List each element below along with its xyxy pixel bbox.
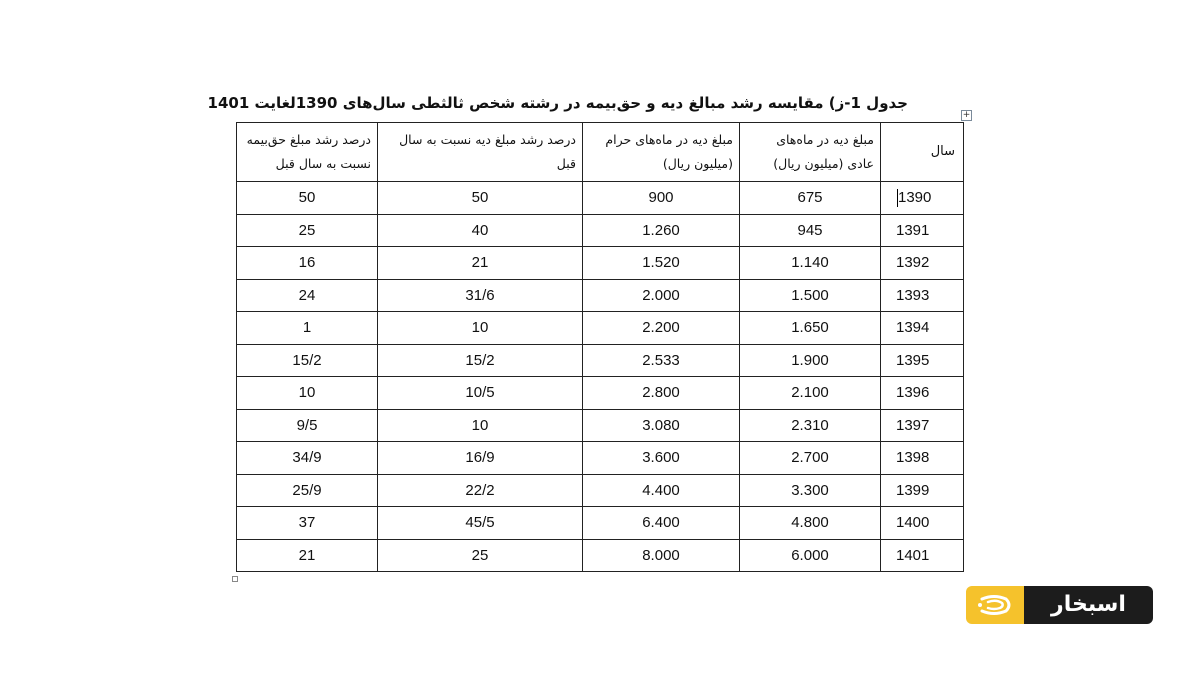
- diyeh-growth-cell: [378, 344, 583, 377]
- year-cell-text: 1391: [896, 221, 930, 239]
- premium-growth-cell: [237, 214, 378, 247]
- diyeh-haram-cell: [583, 279, 740, 312]
- premium-growth-cell: [237, 409, 378, 442]
- diyeh-normal-cell-text: 1.650: [791, 319, 829, 337]
- diyeh-haram-cell-text: 4.400: [642, 481, 680, 499]
- premium-growth-cell-text: 10: [298, 384, 316, 402]
- table-row: [237, 474, 964, 507]
- premium-growth-cell: [237, 344, 378, 377]
- diyeh-growth-cell: [378, 182, 583, 215]
- year-cell: [881, 182, 964, 215]
- diyeh-growth-cell: [378, 442, 583, 475]
- table-row: [237, 507, 964, 540]
- diyeh-growth-cell: [378, 474, 583, 507]
- year-cell-text: 1390: [898, 188, 932, 206]
- diyeh-haram-cell-text: 2.000: [642, 286, 680, 304]
- diyeh-haram-cell: [583, 442, 740, 475]
- year-cell: [881, 247, 964, 280]
- diyeh-growth-cell-text: 31/6: [465, 286, 495, 304]
- year-cell-text: 1400: [896, 514, 930, 532]
- diyeh-haram-cell: [583, 247, 740, 280]
- diyeh-haram-cell-text: 2.533: [642, 351, 680, 369]
- diyeh-growth-cell: [378, 279, 583, 312]
- diyeh-normal-cell-text: 1.900: [791, 351, 829, 369]
- diyeh-haram-cell-text: 3.600: [642, 449, 680, 467]
- logo-text: اسبخار: [1024, 586, 1153, 624]
- table-row: [237, 344, 964, 377]
- diyeh-haram-cell: [583, 344, 740, 377]
- table-header-row: [237, 123, 964, 182]
- diyeh-growth-cell-text: 45/5: [465, 514, 495, 532]
- year-cell-text: 1395: [896, 351, 930, 369]
- diyeh-haram-cell-text: 2.200: [642, 319, 680, 337]
- diyeh-haram-cell: [583, 182, 740, 215]
- diyeh-growth-cell: [378, 214, 583, 247]
- year-cell: [881, 442, 964, 475]
- diyeh-haram-cell: [583, 474, 740, 507]
- year-cell-text: 1392: [896, 254, 930, 272]
- table-row: [237, 442, 964, 475]
- table-row: [237, 312, 964, 345]
- diyeh-growth-cell-text: 15/2: [465, 351, 495, 369]
- diyeh-normal-cell: [740, 214, 881, 247]
- diyeh-haram-cell-text: 900: [648, 189, 674, 207]
- diyeh-normal-cell-text: 6.000: [791, 546, 829, 564]
- diyeh-normal-cell-text: 675: [797, 189, 823, 207]
- diyeh-growth-cell: [378, 409, 583, 442]
- year-cell: [881, 409, 964, 442]
- premium-growth-cell: [237, 247, 378, 280]
- diyeh-normal-cell-text: 1.140: [791, 254, 829, 272]
- diyeh-normal-cell: [740, 507, 881, 540]
- diyeh-growth-cell: [378, 312, 583, 345]
- diyeh-haram-cell: [583, 377, 740, 410]
- premium-growth-cell: [237, 182, 378, 215]
- premium-growth-cell-text: 24: [298, 286, 316, 304]
- diyeh-growth-cell-text: 50: [471, 189, 489, 207]
- site-logo: [966, 586, 1153, 624]
- premium-growth-cell: [237, 377, 378, 410]
- diyeh-growth-cell-text: 16/9: [465, 449, 495, 467]
- header-diyeh-normal: مبلغ دیه در ماه‌های عادی (میلیون ریال): [740, 123, 881, 182]
- diyeh-haram-cell: [583, 507, 740, 540]
- diyeh-growth-cell-text: 10: [471, 319, 489, 337]
- diyeh-normal-cell-text: 2.700: [791, 449, 829, 467]
- diyeh-growth-cell: [378, 247, 583, 280]
- diyeh-haram-cell-text: 1.260: [642, 221, 680, 239]
- year-cell: [881, 279, 964, 312]
- diyeh-haram-cell-text: 3.080: [642, 416, 680, 434]
- table-row: [237, 214, 964, 247]
- diyeh-growth-cell-text: 22/2: [465, 481, 495, 499]
- premium-growth-cell: [237, 507, 378, 540]
- diyeh-normal-cell-text: 4.800: [791, 514, 829, 532]
- header-diyeh-growth: درصد رشد مبلغ دیه نسبت به سال قبل: [378, 123, 583, 182]
- premium-growth-cell-text: 16: [298, 254, 316, 272]
- table-row: [237, 247, 964, 280]
- diyeh-normal-cell-text: 945: [797, 221, 823, 239]
- table-move-handle-icon[interactable]: +: [962, 110, 971, 120]
- diyeh-haram-cell-text: 2.800: [642, 384, 680, 402]
- premium-growth-cell-text: 25/9: [292, 481, 322, 499]
- table-row: [237, 182, 964, 215]
- premium-growth-cell-text: 37: [298, 514, 316, 532]
- table-resize-handle[interactable]: [232, 576, 238, 582]
- table-caption: جدول 1-ز) مقایسه رشد مبالغ دیه و حق‌بیمه در رشته شخص ثالثطی سال‌های 1390لغایت 1401: [207, 94, 908, 112]
- diyeh-normal-cell-text: 2.100: [791, 384, 829, 402]
- diyeh-normal-cell: [740, 279, 881, 312]
- premium-growth-cell: [237, 312, 378, 345]
- premium-growth-cell: [237, 279, 378, 312]
- table-row: [237, 539, 964, 572]
- premium-growth-cell: [237, 442, 378, 475]
- year-cell-text: 1393: [896, 286, 930, 304]
- diyeh-normal-cell: [740, 474, 881, 507]
- header-year: سال: [881, 123, 964, 182]
- year-cell: [881, 344, 964, 377]
- header-premium-growth: درصد رشد مبلغ حق‌بیمه نسبت به سال قبل: [237, 123, 378, 182]
- diyeh-growth-cell-text: 25: [471, 546, 489, 564]
- diyeh-haram-cell: [583, 214, 740, 247]
- year-cell: [881, 377, 964, 410]
- diyeh-normal-cell-text: 2.310: [791, 416, 829, 434]
- premium-growth-cell: [237, 474, 378, 507]
- year-cell-text: 1398: [896, 449, 930, 467]
- premium-growth-cell: [237, 539, 378, 572]
- premium-growth-cell-text: 15/2: [292, 351, 322, 369]
- diyeh-normal-cell: [740, 442, 881, 475]
- diyeh-normal-cell-text: 3.300: [791, 481, 829, 499]
- premium-growth-cell-text: 25: [298, 221, 316, 239]
- diyeh-normal-cell: [740, 344, 881, 377]
- year-cell: [881, 214, 964, 247]
- table-row: [237, 409, 964, 442]
- diyeh-haram-cell-text: 8.000: [642, 546, 680, 564]
- premium-growth-cell-text: 21: [298, 546, 316, 564]
- diyeh-normal-cell: [740, 409, 881, 442]
- diyeh-growth-cell: [378, 539, 583, 572]
- diyeh-haram-cell: [583, 312, 740, 345]
- diyeh-normal-cell: [740, 377, 881, 410]
- table-row: [237, 279, 964, 312]
- year-cell: [881, 474, 964, 507]
- diyeh-premium-table: [236, 122, 964, 572]
- diyeh-growth-cell-text: 10: [471, 416, 489, 434]
- year-cell: [881, 312, 964, 345]
- diyeh-normal-cell-text: 1.500: [791, 286, 829, 304]
- diyeh-normal-cell: [740, 182, 881, 215]
- diyeh-haram-cell: [583, 409, 740, 442]
- table-row: [237, 377, 964, 410]
- logo-mark-icon: [966, 586, 1024, 624]
- diyeh-growth-cell-text: 40: [471, 221, 489, 239]
- diyeh-growth-cell-text: 10/5: [465, 384, 495, 402]
- premium-growth-cell-text: 1: [302, 319, 312, 337]
- diyeh-normal-cell: [740, 539, 881, 572]
- year-cell-text: 1399: [896, 481, 930, 499]
- diyeh-growth-cell: [378, 377, 583, 410]
- year-cell-text: 1397: [896, 416, 930, 434]
- header-diyeh-haram: مبلغ دیه در ماه‌های حرام (میلیون ریال): [583, 123, 740, 182]
- year-cell: [881, 539, 964, 572]
- year-cell-text: 1401: [896, 546, 930, 564]
- year-cell: [881, 507, 964, 540]
- diyeh-haram-cell-text: 1.520: [642, 254, 680, 272]
- year-cell-text: 1394: [896, 319, 930, 337]
- diyeh-normal-cell: [740, 312, 881, 345]
- diyeh-normal-cell: [740, 247, 881, 280]
- premium-growth-cell-text: 34/9: [292, 449, 322, 467]
- premium-growth-cell-text: 50: [298, 189, 316, 207]
- diyeh-haram-cell: [583, 539, 740, 572]
- year-cell-text: 1396: [896, 384, 930, 402]
- premium-growth-cell-text: 9/5: [296, 416, 318, 434]
- diyeh-growth-cell: [378, 507, 583, 540]
- diyeh-haram-cell-text: 6.400: [642, 514, 680, 532]
- diyeh-growth-cell-text: 21: [471, 254, 489, 272]
